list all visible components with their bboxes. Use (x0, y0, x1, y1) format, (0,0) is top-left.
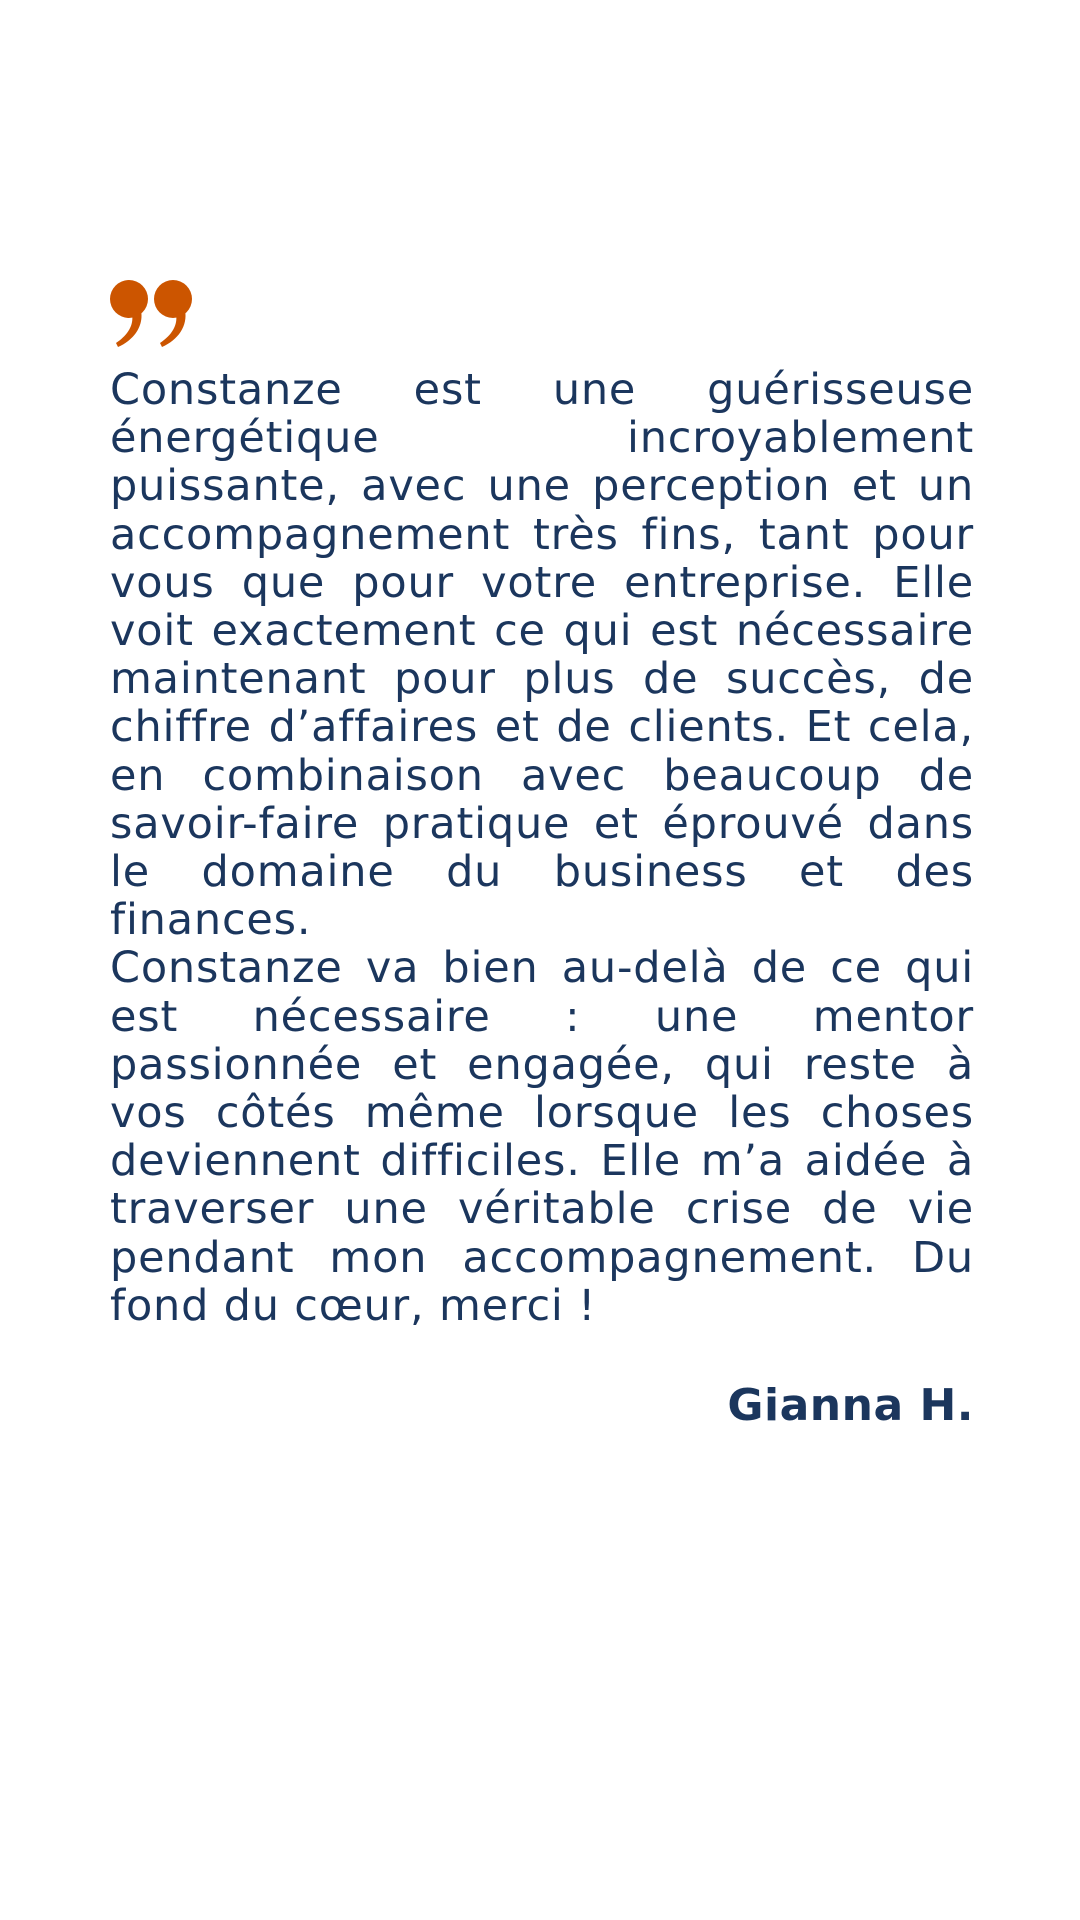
testimonial-card (110, 278, 974, 1432)
testimonial-author: Gianna H. (727, 1380, 974, 1432)
testimonial-paragraph-1: Constanze est une guérisseuse énergétique incroyablement puissante, avec une perception et un accompagnement très fins, tant pour vous que pour votre entreprise. Elle voit exactement ce qui est nécessaire maintenant pour plus de succès, de chiffre d’affaires et de clients. Et cela, en combinaison avec beaucoup de savoir-faire pratique et éprouvé dans le domaine du business et des finances. (110, 365, 974, 946)
closing-quotation-mark-icon (110, 278, 196, 348)
testimonial-text (110, 366, 974, 1330)
testimonial-paragraph-2: Constanze va bien au-delà de ce qui est nécessaire : une mentor passionnée et engagée, qui reste à vos côtés même lorsque les choses deviennent difficiles. Elle m’a aidée à traverser une véritable crise de vie pendant mon accompagnement. Du fond du cœur, merci ! (110, 943, 974, 1331)
